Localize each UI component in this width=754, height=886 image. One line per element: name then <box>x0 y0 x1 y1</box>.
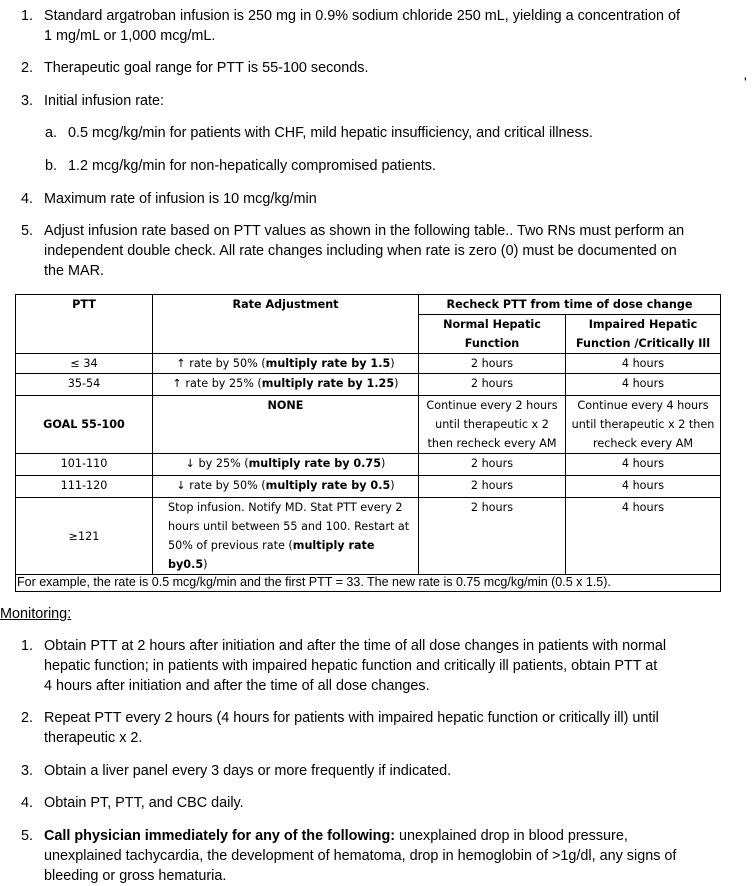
list-number: 3. <box>21 93 34 109</box>
ptt-cell: 101-110 <box>16 454 153 476</box>
list-number: 1. <box>21 8 34 24</box>
normal-cell: 2 hours <box>419 374 566 396</box>
list-item-text: Obtain a liver panel every 3 days or more frequently if indicated. <box>44 763 452 779</box>
impaired-cell: 4 hours <box>566 498 721 575</box>
rate-cell: ↑ rate by 50% (multiply rate by 1.5) <box>153 354 419 374</box>
list-item-text: Adjust infusion rate based on PTT values as shown in the following table.. Two RNs must perform an <box>44 223 685 239</box>
normal-cell: 2 hours <box>419 454 566 476</box>
ptt-cell: 111-120 <box>16 476 153 498</box>
list-number: 4. <box>21 191 34 207</box>
list-item-text: 4 hours after initiation and after the time of all dose changes. <box>44 678 430 694</box>
ptt-cell: GOAL 55-100 <box>16 396 153 454</box>
list-item-text: Therapeutic goal range for PTT is 55-100 seconds. <box>44 60 369 76</box>
rate-cell: NONE <box>153 396 419 454</box>
impaired-cell: 4 hours <box>566 454 721 476</box>
list-number: 1. <box>21 638 34 654</box>
list-number: 5. <box>21 828 34 844</box>
ptt-cell: ≤ 34 <box>16 354 153 374</box>
list-number: 2. <box>21 710 34 726</box>
rate-cell: Stop infusion. Notify MD. Stat PTT every 2 hours until between 55 and 100. Restart at 50% of previous rate (multiply rate by0.5) <box>153 498 419 575</box>
list-number: 4. <box>21 795 34 811</box>
ptt-cell: 35-54 <box>16 374 153 396</box>
monitoring-heading: Monitoring: <box>0 606 72 622</box>
header-rate-adjustment: Rate Adjustment <box>153 295 419 354</box>
impaired-cell: 4 hours <box>566 354 721 374</box>
header-recheck: Recheck PTT from time of dose change <box>419 295 721 315</box>
normal-cell: Continue every 2 hours until therapeutic x 2 then recheck every AM <box>419 396 566 454</box>
list-item-text: 1.2 mcg/kg/min for non-hepatically compromised patients. <box>68 158 436 174</box>
list-item-text: Obtain PT, PTT, and CBC daily. <box>44 795 244 811</box>
list-item-text: Repeat PTT every 2 hours (4 hours for patients with impaired hepatic function or critically ill) until <box>44 710 659 726</box>
list-item-text: Obtain PTT at 2 hours after initiation and after the time of all dose changes in patients with normal <box>44 638 667 654</box>
list-item-text: 0.5 mcg/kg/min for patients with CHF, mild hepatic insufficiency, and critical illness. <box>68 125 593 141</box>
normal-cell: 2 hours <box>419 476 566 498</box>
stray-mark: ' <box>744 74 747 90</box>
list-item-text: Maximum rate of infusion is 10 mcg/kg/min <box>44 191 317 207</box>
impaired-cell: 4 hours <box>566 476 721 498</box>
list-item-text: unexplained tachycardia, the development of hematoma, drop in hemoglobin of >1g/dl, any signs of <box>44 848 677 864</box>
list-item-text: the MAR. <box>44 263 104 279</box>
list-item-text: Call physician immediately for any of the following: unexplained drop in blood pressure, <box>44 828 628 844</box>
call-physician-bold: Call physician immediately for any of the following: <box>44 828 396 844</box>
list-item-text: Initial infusion rate: <box>44 93 164 109</box>
list-item-text: therapeutic x 2. <box>44 730 143 746</box>
list-number: 3. <box>21 763 34 779</box>
rate-cell: ↓ rate by 50% (multiply rate by 0.5) <box>153 476 419 498</box>
table-row <box>16 498 721 575</box>
impaired-cell: 4 hours <box>566 374 721 396</box>
rate-adjustment-table <box>15 294 721 592</box>
ptt-cell: ≥121 <box>16 498 153 575</box>
table-row <box>16 476 721 498</box>
list-number: 5. <box>21 223 34 239</box>
header-ptt: PTT <box>16 295 153 354</box>
list-number: 2. <box>21 60 34 76</box>
list-item-text: Standard argatroban infusion is 250 mg in 0.9% sodium chloride 250 mL, yielding a concentration of <box>44 8 680 24</box>
impaired-cell: Continue every 4 hours until therapeutic x 2 then recheck every AM <box>566 396 721 454</box>
table-row <box>16 396 721 454</box>
normal-cell: 2 hours <box>419 498 566 575</box>
table-footnote: For example, the rate is 0.5 mcg/kg/min and the first PTT = 33. The new rate is 0.75 mcg/kg/min (0.5 x 1.5). <box>16 575 721 592</box>
list-number: a. <box>45 125 58 141</box>
list-item-text: bleeding or gross hematuria. <box>44 868 227 884</box>
rate-cell: ↓ by 25% (multiply rate by 0.75) <box>153 454 419 476</box>
header-impaired-hepatic: Impaired Hepatic Function /Critically Ill <box>566 315 721 354</box>
table-row <box>16 454 721 476</box>
normal-cell: 2 hours <box>419 354 566 374</box>
table-row <box>16 374 721 396</box>
list-item-text: hepatic function; in patients with impaired hepatic function and critically ill patients, obtain PTT at <box>44 658 658 674</box>
list-item-text: independent double check. All rate changes including when rate is zero (0) must be documented on <box>44 243 677 259</box>
rate-cell: ↑ rate by 25% (multiply rate by 1.25) <box>153 374 419 396</box>
table-row <box>16 354 721 374</box>
header-normal-hepatic: Normal Hepatic Function <box>419 315 566 354</box>
list-number: b. <box>45 158 58 174</box>
list-item-text: 1 mg/mL or 1,000 mcg/mL. <box>44 28 216 44</box>
